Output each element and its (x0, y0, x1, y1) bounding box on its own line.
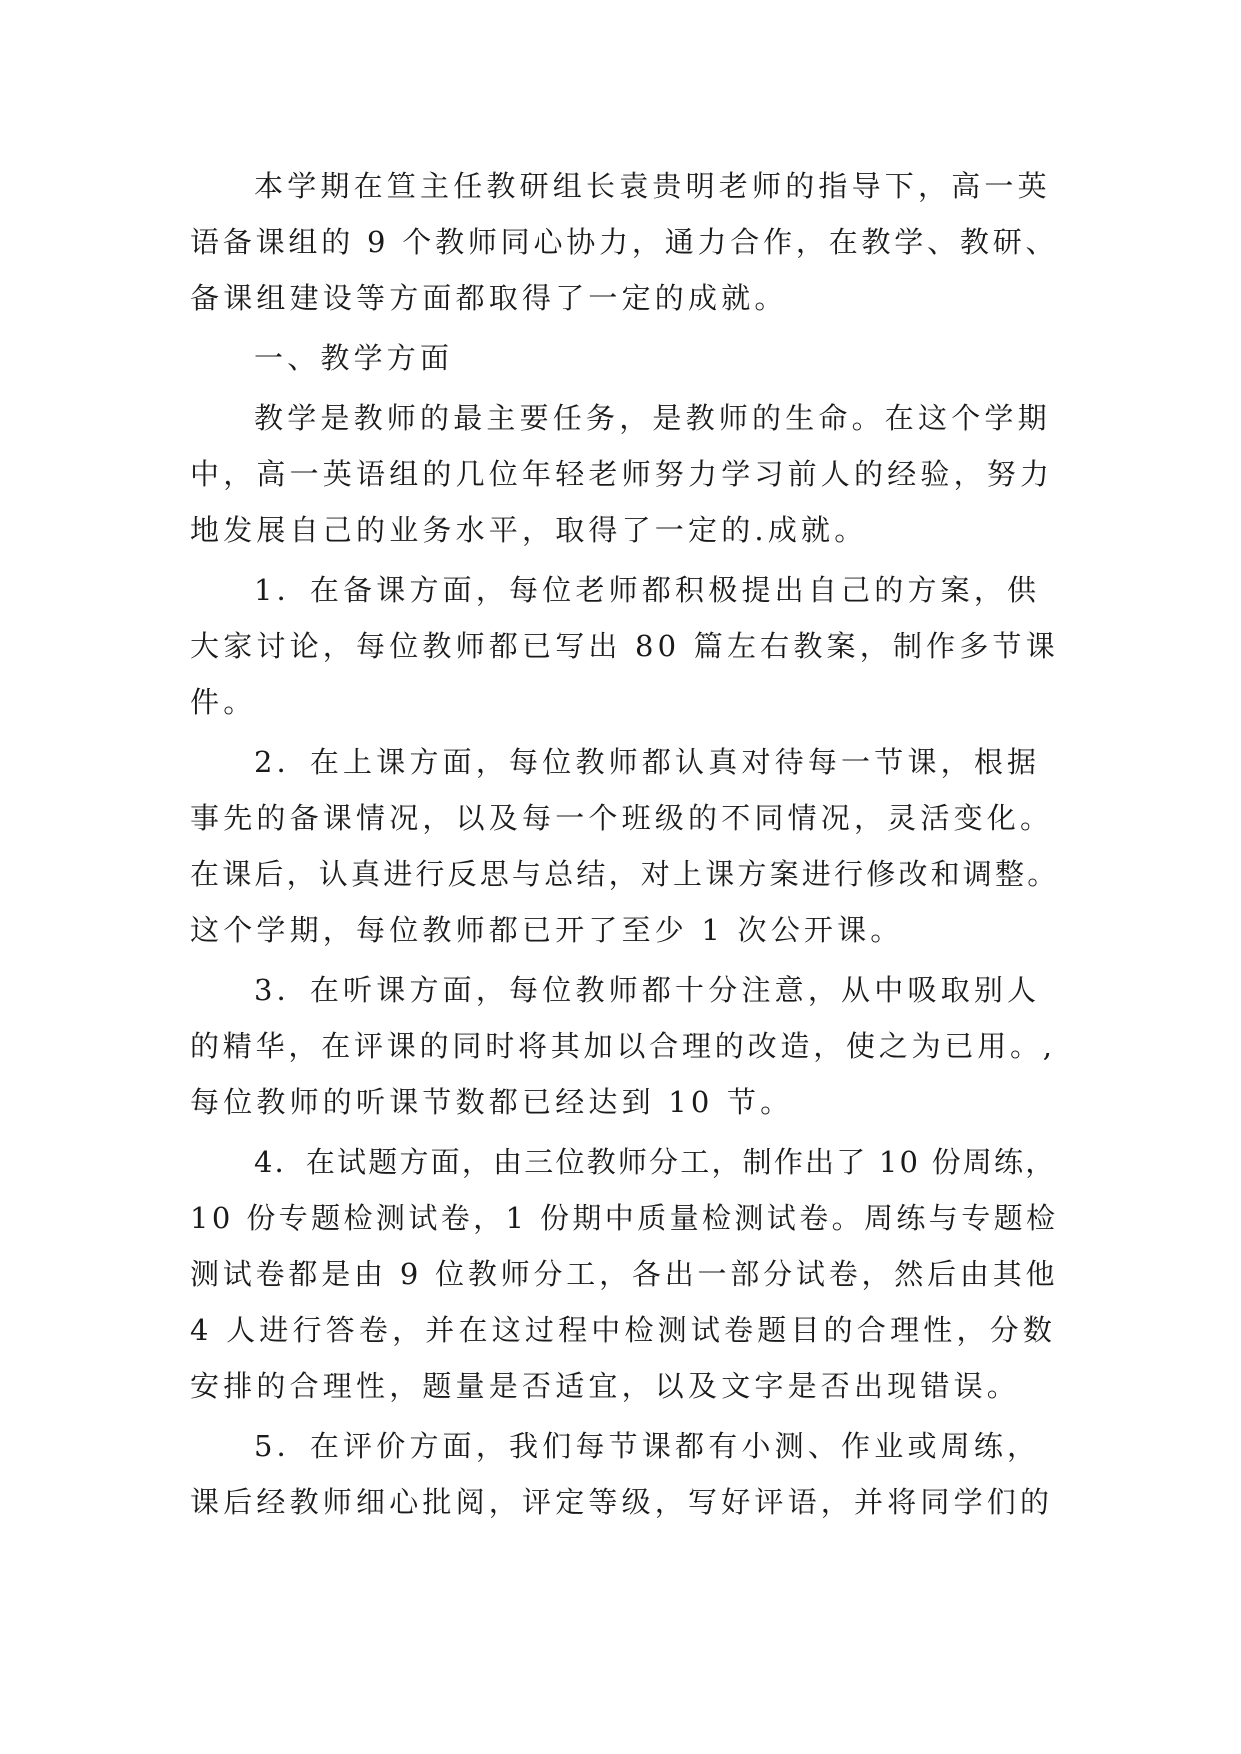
section-heading: 一、教学方面 (254, 341, 454, 375)
paragraph-teaching-line: 教学是教师的最主要任务，是教师的生命。在这个学期 (254, 401, 1051, 435)
paragraph-teaching-line: 中，高一英语组的几位年轻老师努力学习前人的经验，努力 (190, 457, 1054, 491)
item-1-line: 1．在备课方面，每位老师都积极提出自己的方案，供 (254, 573, 1041, 607)
paragraph-teaching-line: 地发展自己的业务水平，取得了一定的.成就。 (190, 513, 868, 547)
item-2-line: 2．在上课方面，每位教师都认真对待每一节课，根据 (254, 745, 1041, 779)
item-1-line: 大家讨论，每位教师都已写出 80 篇左右教案，制作多节课 (190, 629, 1059, 663)
item-5-line: 课后经教师细心批阅，评定等级，写好评语，并将同学们的 (190, 1485, 1054, 1519)
paragraph-intro-line: 本学期在笪主任教研组长袁贵明老师的指导下，高一英 (254, 169, 1051, 203)
item-4-line: 10 份专题检测试卷，1 份期中质量检测试卷。周练与专题检 (190, 1201, 1059, 1235)
item-3-line: 3．在听课方面，每位教师都十分注意，从中吸取别人 (254, 973, 1041, 1007)
item-2-line: 事先的备课情况，以及每一个班级的不同情况，灵活变化。 (190, 801, 1054, 835)
item-3-line: 的精华，在评课的同时将其加以合理的改造，使之为已用。, (190, 1029, 1056, 1063)
paragraph-intro-line: 语备课组的 9 个教师同心协力，通力合作，在教学、教研、 (190, 225, 1059, 259)
item-1-line: 件。 (190, 685, 257, 719)
item-2-line: 这个学期，每位教师都已开了至少 1 次公开课。 (190, 913, 904, 947)
item-4-line: 4．在试题方面，由三位教师分工，制作出了 10 份周练， (254, 1145, 1057, 1179)
item-4-line: 测试卷都是由 9 位教师分工，各出一部分试卷，然后由其他 (190, 1257, 1059, 1291)
paragraph-intro-line: 备课组建设等方面都取得了一定的成就。 (190, 281, 788, 315)
item-5-line: 5．在评价方面，我们每节课都有小测、作业或周练， (254, 1429, 1041, 1463)
item-4-line: 安排的合理性，题量是否适宜，以及文字是否出现错误。 (190, 1369, 1021, 1403)
item-2-line: 在课后，认真进行反思与总结，对上课方案进行修改和调整。 (190, 857, 1060, 891)
item-3-line: 每位教师的听课节数都已经达到 10 节。 (190, 1085, 794, 1119)
item-4-line: 4 人进行答卷，并在这过程中检测试卷题目的合理性，分数 (190, 1313, 1057, 1347)
